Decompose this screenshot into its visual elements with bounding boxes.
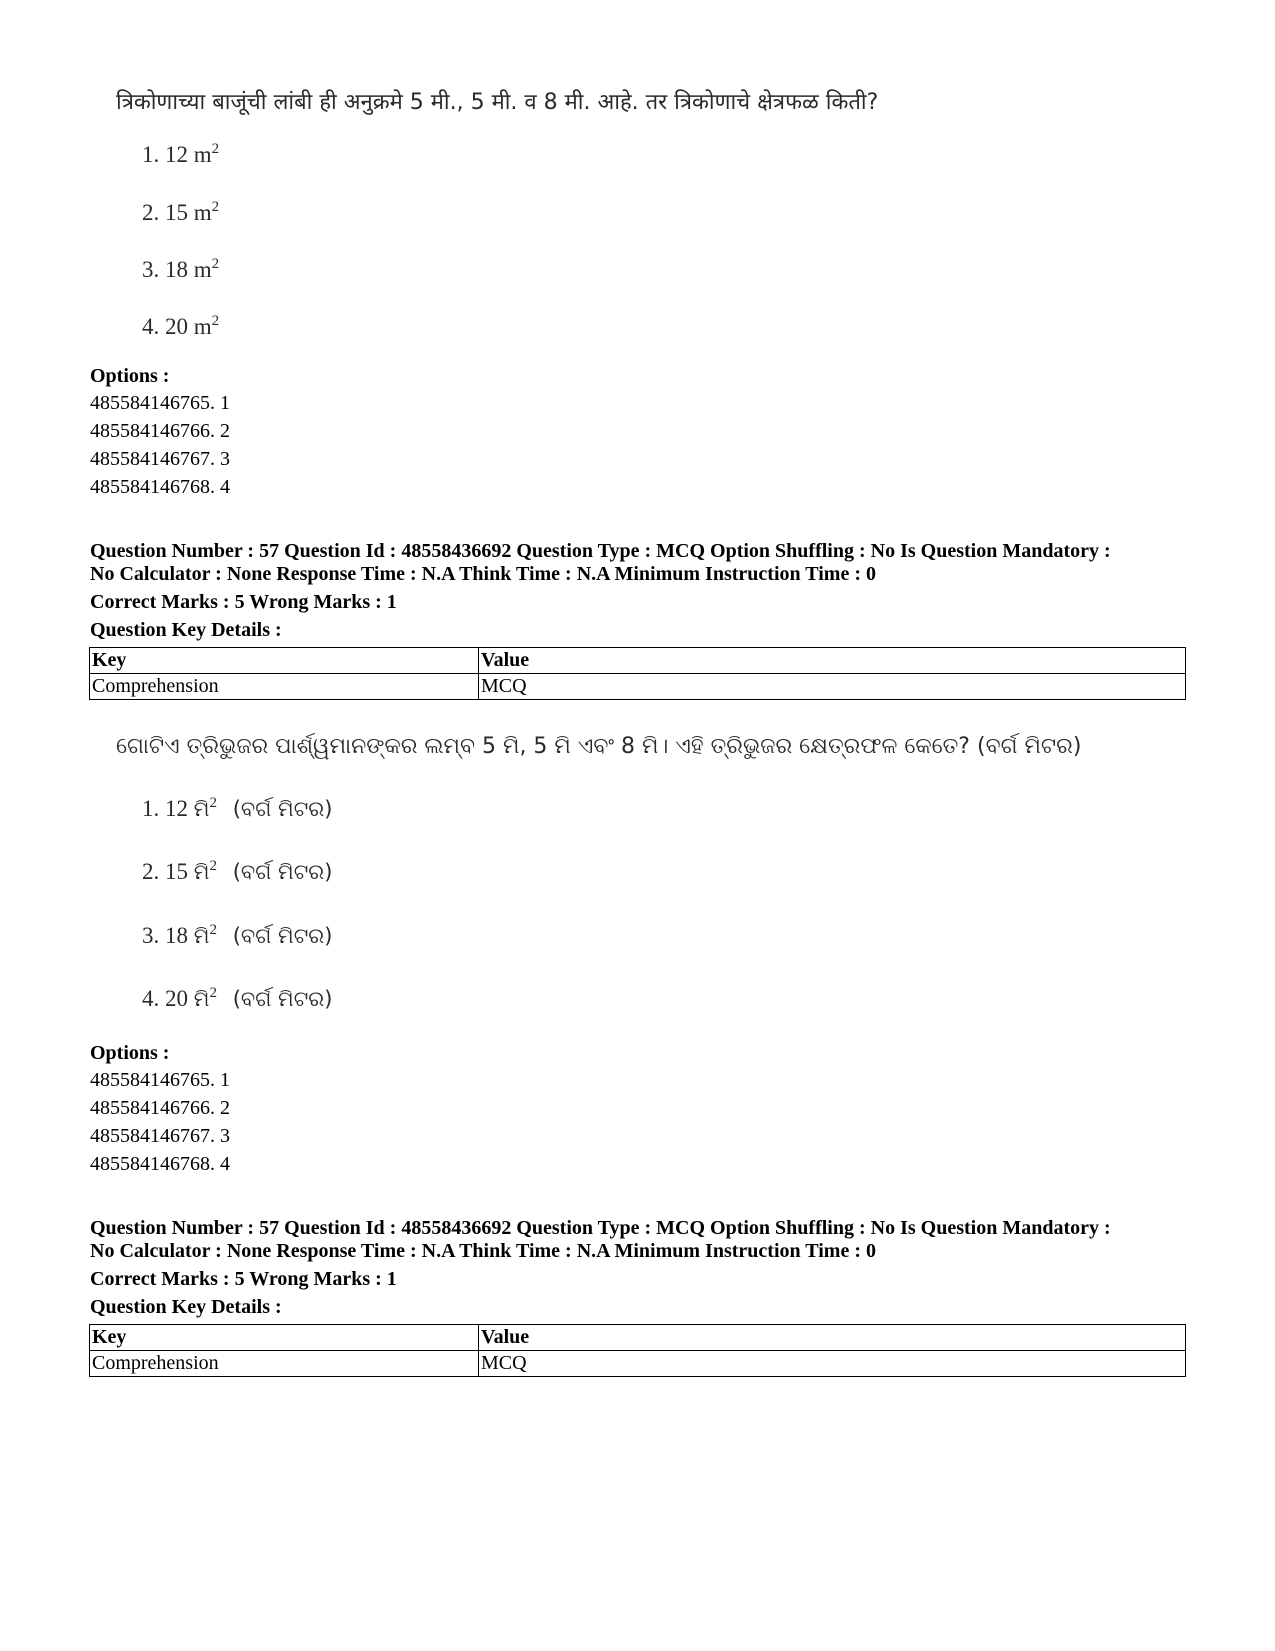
table-header-key: Key <box>90 1325 479 1351</box>
option-line: 485584146765. 1 <box>90 392 230 414</box>
key-details-title: Question Key Details : <box>90 1296 282 1318</box>
table-header-key: Key <box>90 648 479 674</box>
table-header-row <box>90 1325 1186 1351</box>
question-meta-line2: No Calculator : None Response Time : N.A Think Time : N.A Minimum Instruction Time : 0 <box>90 563 876 585</box>
choice-item: 2. 15 $m^2$ <box>142 199 220 225</box>
option-line: 485584146766. 2 <box>90 420 230 442</box>
table-cell-key: Comprehension <box>90 674 479 700</box>
table-cell-value: MCQ <box>479 674 1186 700</box>
table-row <box>90 1351 1186 1377</box>
option-line: 485584146768. 4 <box>90 476 230 498</box>
question-meta-line1: Question Number : 57 Question Id : 48558436692 Question Type : MCQ Option Shuffling : No Is Question Mandatory : <box>90 1217 1111 1239</box>
option-line: 485584146767. 3 <box>90 1125 230 1147</box>
option-line: 485584146767. 3 <box>90 448 230 470</box>
option-line: 485584146765. 1 <box>90 1069 230 1091</box>
choice-item: 3. 18 ମି$^2$ (ବର୍ଗ ମିଟର) <box>142 922 333 948</box>
key-details-table <box>89 647 1186 700</box>
choice-item: 1. 12 ମି$^2$ (ବର୍ଗ ମିଟର) <box>142 795 333 821</box>
table-header-value: Value <box>479 648 1186 674</box>
question-text-marathi: त्रिकोणाच्या बाजूंची लांबी ही अनुक्रमे 5 मी., 5 मी. व 8 मी. आहे. तर त्रिकोणाचे क्षेत्रफळ किती? <box>116 90 879 115</box>
options-title: Options : <box>90 1042 170 1064</box>
options-title: Options : <box>90 365 170 387</box>
question-meta-line2: No Calculator : None Response Time : N.A Think Time : N.A Minimum Instruction Time : 0 <box>90 1240 876 1262</box>
choice-item: 4. 20 ମି$^2$ (ବର୍ଗ ମିଟର) <box>142 985 333 1011</box>
table-cell-key: Comprehension <box>90 1351 479 1377</box>
marks-line: Correct Marks : 5 Wrong Marks : 1 <box>90 1268 397 1290</box>
choice-item: 3. 18 $m^2$ <box>142 256 220 282</box>
choice-item: 4. 20 $m^2$ <box>142 313 220 339</box>
table-cell-value: MCQ <box>479 1351 1186 1377</box>
choice-item: 1. 12 $m^2$ <box>142 141 220 167</box>
question-meta-line1: Question Number : 57 Question Id : 48558436692 Question Type : MCQ Option Shuffling : No Is Question Mandatory : <box>90 540 1111 562</box>
option-line: 485584146766. 2 <box>90 1097 230 1119</box>
key-details-title: Question Key Details : <box>90 619 282 641</box>
table-header-row <box>90 648 1186 674</box>
option-line: 485584146768. 4 <box>90 1153 230 1175</box>
choice-item: 2. 15 ମି$^2$ (ବର୍ଗ ମିଟର) <box>142 858 333 884</box>
table-header-value: Value <box>479 1325 1186 1351</box>
marks-line: Correct Marks : 5 Wrong Marks : 1 <box>90 591 397 613</box>
question-text-odia: ଗୋଟିଏ ତ୍ରିଭୁଜର ପାର୍ଶ୍ୱମାନଙ୍କର ଲମ୍ବ 5 ମି, 5 ମି ଏବଂ 8 ମି। ଏହି ତ୍ରିଭୁଜର କ୍ଷେତ୍ରଫଳ କେତେ? (ବର୍ଗ ମିଟର) <box>116 734 1082 759</box>
key-details-table <box>89 1324 1186 1377</box>
table-row <box>90 674 1186 700</box>
